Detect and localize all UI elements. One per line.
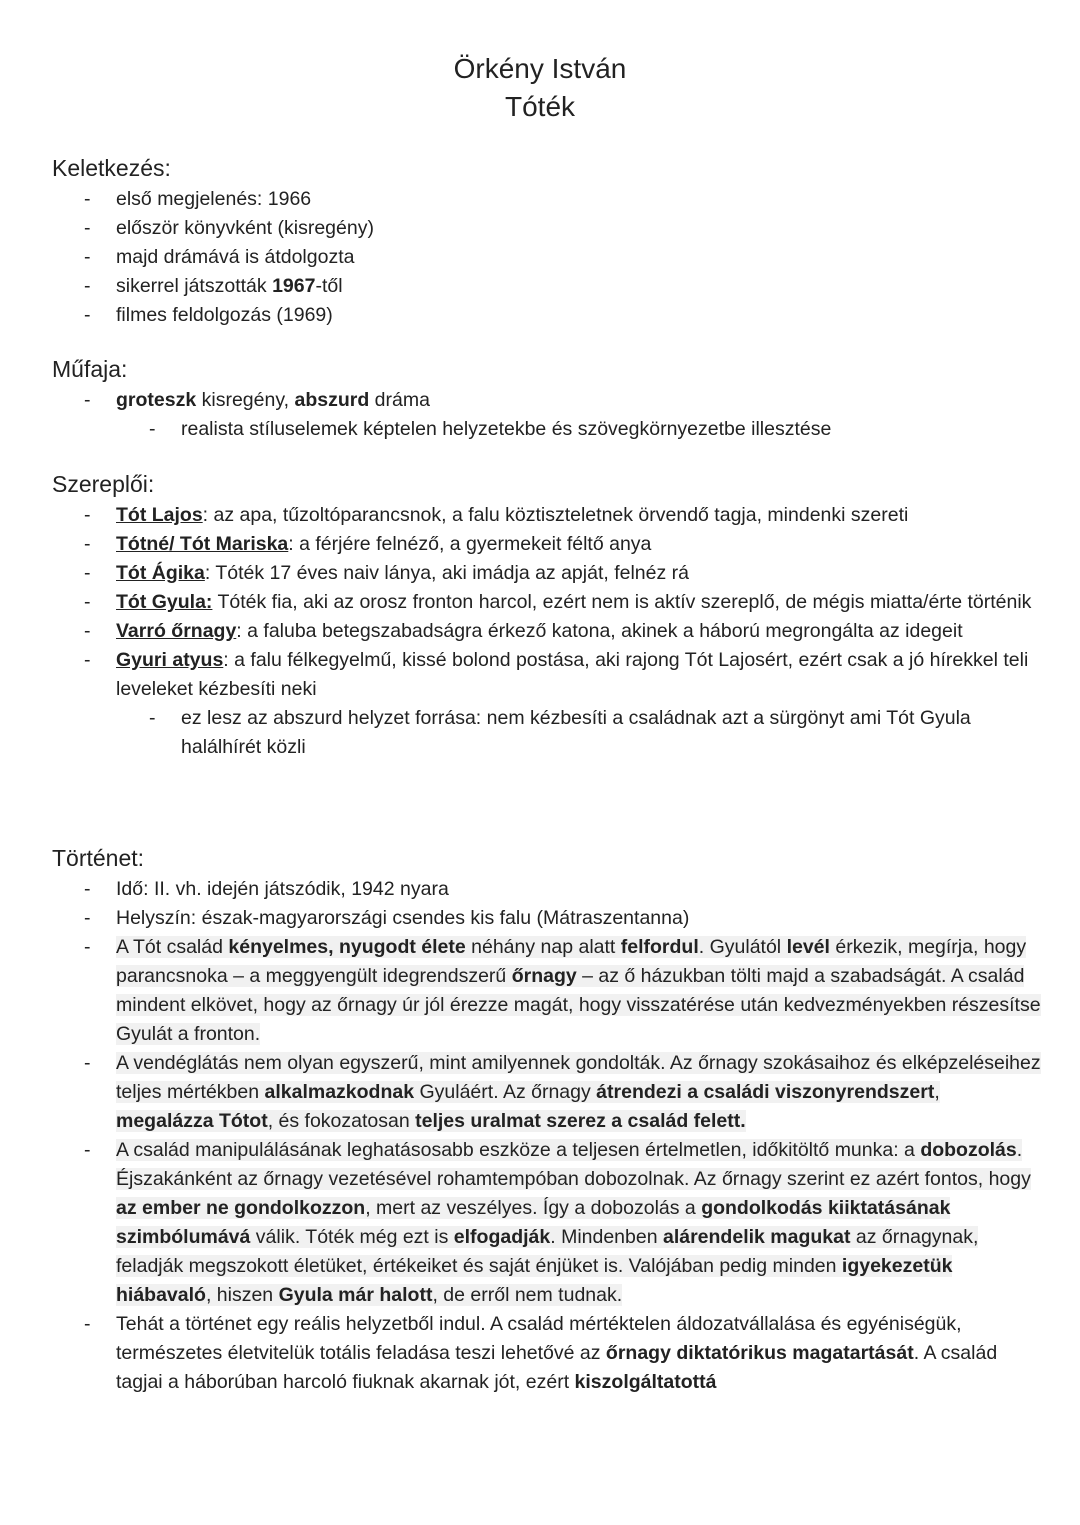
title-work: Tóték (504, 91, 576, 122)
document-title (0, 50, 1080, 126)
list-item: - filmes feldolgozás (1969) (84, 304, 333, 326)
sub-list-item: - realista stíluselemek képtelen helyzetekbe és szövegkörnyezetbe illesztése (149, 418, 832, 440)
story-paragraph: - A Tót család kényelmes, nyugodt élete néhány nap alatt felfordul. Gyulától levél érkezik, megírja, hogy parancsnoka – a meggyengült idegrendszerű őrnagy – az ő házukban tölti majd a szabadságát. A család mindent elkövet, hogy az őrnagy úr jól érezze magát, hogy visszatérése után kedvezményekben részesítse Gyulát a fronton. (84, 936, 1041, 1045)
section-heading: Szereplői: (52, 471, 155, 497)
list-item: - sikerrel játszották 1967-től (84, 275, 343, 297)
section-szereploi (52, 469, 1042, 762)
list-item: - groteszk kisregény, abszurd dráma (84, 389, 430, 411)
list-item: - először könyvként (kisregény) (84, 217, 374, 239)
character-item: - Tót Ágika: Tóték 17 éves naiv lánya, aki imádja az apját, felnéz rá (84, 562, 690, 584)
section-heading: Keletkezés: (52, 155, 171, 181)
list-item: - Idő: II. vh. idején játszódik, 1942 nyara (84, 878, 449, 900)
story-paragraph: - A vendéglátás nem olyan egyszerű, mint amilyennek gondolták. Az őrnagy szokásaihoz és elképzeléseihez teljes mértékben alkalmazkodnak Gyuláért. Az őrnagy átrendezi a családi viszonyrendszert, megalázza Tótot, és fokozatosan teljes uralmat szerez a család felett. (84, 1052, 1041, 1132)
title-author: Örkény István (453, 53, 627, 84)
list-item: - majd drámává is átdolgozta (84, 246, 355, 268)
story-paragraph: - A család manipulálásának leghatásosabb eszköze a teljesen értelmetlen, időkitöltő munka: a dobozolás. Éjszakánként az őrnagy vezetésével rohamtempóban dobozolnak. Az őrnagy szerint ez azért fontos, hogy az ember ne gondolkozzon, mert az veszélyes. Így a dobozolás a gondolkodás kiiktatásának szimbólumává válik. Tóték még ezt is elfogadják. Mindenben alárendelik magukat az őrnagynak, feladják megszokott életüket, értékeiket és saját énjüket is. Valójában pedig minden igyekezetük hiábavaló, hiszen Gyula már halott, de erről nem tudnak. (84, 1139, 1031, 1306)
character-item: - Tót Lajos: az apa, tűzoltóparancsnok, a falu köztiszteletnek örvendő tagja, mindenki szereti (84, 504, 909, 526)
character-item: - Tót Gyula: Tóték fia, aki az orosz fronton harcol, ezért nem is aktív szereplő, de mégis miatta/érte történik (84, 591, 1032, 613)
sub-list-item: - ez lesz az abszurd helyzet forrása: nem kézbesíti a családnak azt a sürgönyt ami Tót Gyula halálhírét közli (149, 707, 971, 758)
list-item: - első megjelenés: 1966 (84, 188, 312, 210)
section-keletkezes (52, 153, 1042, 330)
section-heading: Műfaja: (52, 356, 128, 382)
list-item: - Helyszín: észak-magyarországi csendes kis falu (Mátraszentanna) (84, 907, 690, 929)
section-mufaja (52, 354, 1042, 444)
section-heading: Történet: (52, 845, 145, 871)
story-paragraph: - Tehát a történet egy reális helyzetből indul. A család mértéktelen áldozatvállalása és egyéniségük, természetes életvitelük totális feladása teszi lehetővé az őrnagy diktatórikus magatartását. A család tagjai a háborúban harcoló fiuknak akarnak jót, ezért kiszolgáltatottá (84, 1313, 998, 1393)
character-item: - Varró őrnagy: a faluba betegszabadságra érkező katona, akinek a háború megrongálta az idegeit (84, 620, 963, 642)
character-item: - Tótné/ Tót Mariska: a férjére felnéző, a gyermekeit féltő anya (84, 533, 652, 555)
character-item: - Gyuri atyus: a falu félkegyelmű, kissé bolond postása, aki rajong Tót Lajosért, ezért csak a jó hírekkel teli leveleket kézbesíti neki (84, 649, 1029, 700)
section-tortenet (52, 843, 1042, 1397)
